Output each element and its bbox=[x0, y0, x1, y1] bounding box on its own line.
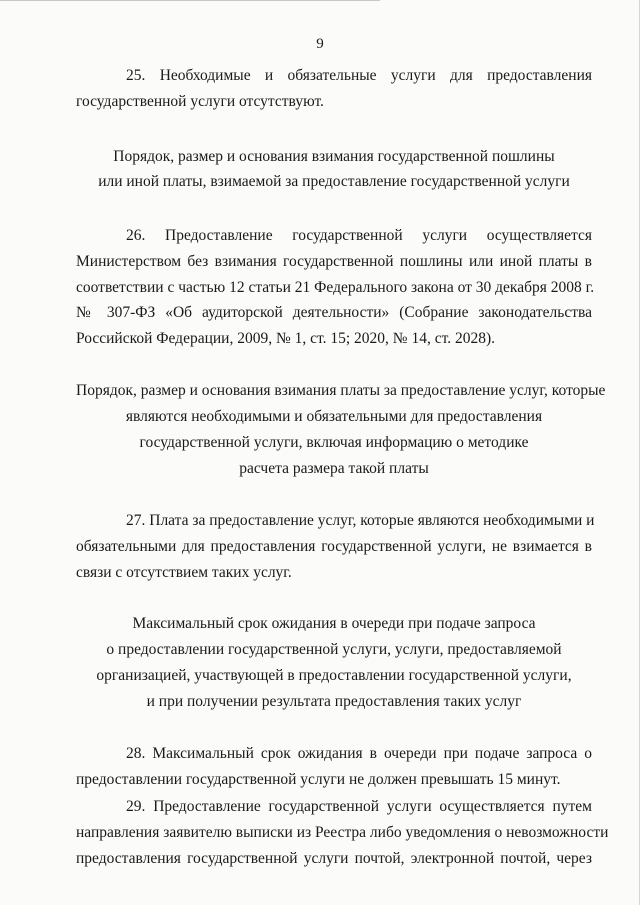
page-number: 9 bbox=[316, 36, 324, 52]
section-heading-line: являются необходимыми и обязательными для предоставления bbox=[125, 408, 543, 425]
paragraph-28-line: 28. Максимальный срок ожидания в очереди при подаче запроса о bbox=[126, 745, 592, 762]
paragraph-25-line: 25. Необходимые и обязательные услуги для предоставления bbox=[126, 67, 592, 84]
paragraph-29-line: предоставления государственной услуги почтой, электронной почтой, через bbox=[76, 850, 592, 867]
section-heading-line: о предоставлении государственной услуги, услуги, предоставляемой bbox=[106, 641, 562, 658]
paragraph-29-line: 29. Предоставление государственной услуги осуществляется путем bbox=[126, 798, 592, 815]
section-heading-line: расчета размера такой платы bbox=[239, 460, 429, 477]
paragraph-26-line: № 307-ФЗ «Об аудиторской деятельности» (Собрание законодательства bbox=[76, 304, 592, 321]
section-heading-line: и при получении результата предоставления таких услуг bbox=[146, 693, 522, 710]
section-heading-line: Максимальный срок ожидания в очереди при подаче запроса bbox=[132, 615, 536, 632]
section-heading-line: государственной услуги, включая информацию о методике bbox=[139, 434, 529, 451]
paragraph-26-line: соответствии с частью 12 статьи 21 Федерального закона от 30 декабря 2008 г. bbox=[76, 279, 595, 296]
paragraph-26-line: Министерством без взимания государственной пошлины или иной платы в bbox=[76, 253, 592, 270]
paragraph-27-line: связи с отсутствием таких услуг. bbox=[76, 564, 292, 581]
paragraph-28-line: предоставлении государственной услуги не должен превышать 15 минут. bbox=[76, 771, 561, 788]
paragraph-25-line: государственной услуги отсутствуют. bbox=[76, 93, 324, 110]
section-heading-line: Порядок, размер и основания взимания платы за предоставление услуг, которые bbox=[76, 382, 606, 399]
scan-edge bbox=[0, 0, 380, 1]
paragraph-29-line: направления заявителю выписки из Реестра либо уведомления о невозможности bbox=[76, 824, 609, 841]
paragraph-27-line: 27. Плата за предоставление услуг, которые являются необходимыми и bbox=[126, 512, 595, 529]
paragraph-26-line: 26. Предоставление государственной услуги осуществляется bbox=[126, 227, 592, 244]
section-heading-line: организацией, участвующей в предоставлении государственной услуги, bbox=[96, 667, 572, 684]
paragraph-27-line: обязательными для предоставления государственной услуги, не взимается в bbox=[76, 538, 592, 555]
paragraph-26-line: Российской Федерации, 2009, № 1, ст. 15; 2020, № 14, ст. 2028). bbox=[76, 330, 495, 347]
section-heading-line: или иной платы, взимаемой за предоставление государственной услуги bbox=[98, 173, 570, 190]
section-heading-line: Порядок, размер и основания взимания государственной пошлины bbox=[113, 148, 555, 165]
